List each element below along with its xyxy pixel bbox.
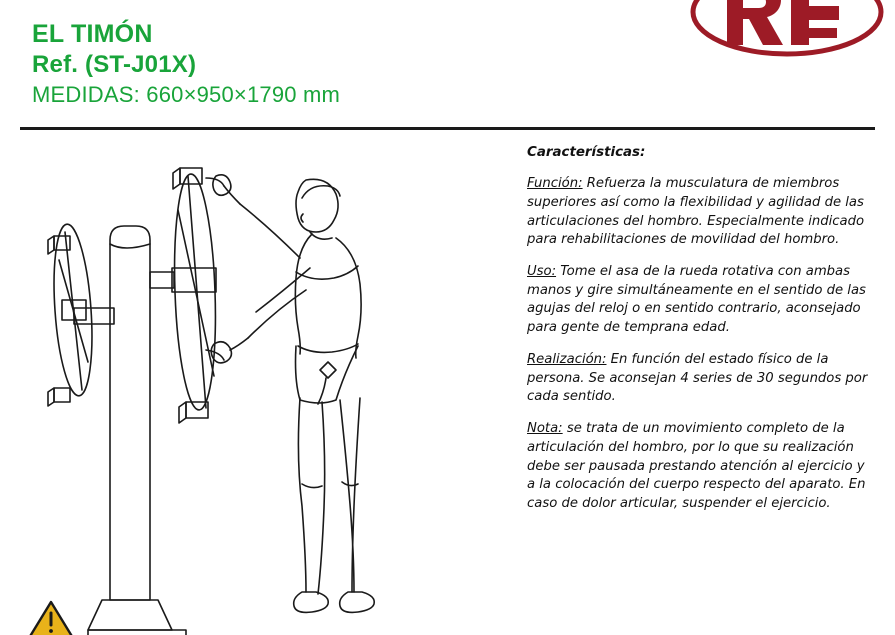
paragraph-funcion	[527, 175, 872, 250]
product-dimensions: MEDIDAS: 660×950×1790 mm	[32, 81, 341, 107]
paragraph-uso-lead: Uso:	[527, 263, 557, 279]
exercise-machine-line-drawing	[10, 140, 510, 635]
rf-logo	[687, 0, 887, 64]
characteristics-section	[527, 143, 872, 527]
page-title: EL TIMÓN	[32, 20, 153, 48]
document-header	[0, 0, 895, 128]
warning-triangle-icon	[28, 600, 74, 635]
paragraph-funcion-lead: Función:	[527, 176, 583, 192]
paragraph-funcion-text: Refuerza la musculatura de miembros superiores así como la flexibilidad y agilidad de las articulaciones del hombro. Especialmente indicado para rehabilitaciones de movilidad del hombro.	[527, 176, 865, 248]
paragraph-uso-text: Tome el asa de la rueda rotativa con ambas manos y gire simultáneamente en el sentido de las agujas del reloj o en sentido contrario, aconsejado para gente de temprana edad.	[527, 263, 866, 336]
paragraph-uso	[527, 263, 872, 338]
title-block	[32, 18, 340, 109]
characteristics-heading: Características:	[527, 145, 646, 160]
paragraph-realizacion-text: En función del estado físico de la persona. Se aconsejan 4 series de 30 segundos por cada sentido.	[527, 351, 868, 405]
paragraph-nota-lead: Nota:	[527, 421, 563, 437]
header-divider	[20, 127, 875, 130]
paragraph-realizacion-lead: Realización:	[527, 351, 607, 367]
product-reference: Ref. (ST-J01X)	[32, 51, 197, 78]
paragraph-realizacion	[527, 351, 872, 407]
paragraph-nota	[527, 420, 872, 514]
paragraph-nota-text: se trata de un movimiento completo de la articulación del hombro, por lo que su realización debe ser pausada prestando atención al ejercicio y a la colocación del cuerpo respecto del aparato. En caso de dolor articular, suspender el ejercicio.	[527, 421, 866, 512]
